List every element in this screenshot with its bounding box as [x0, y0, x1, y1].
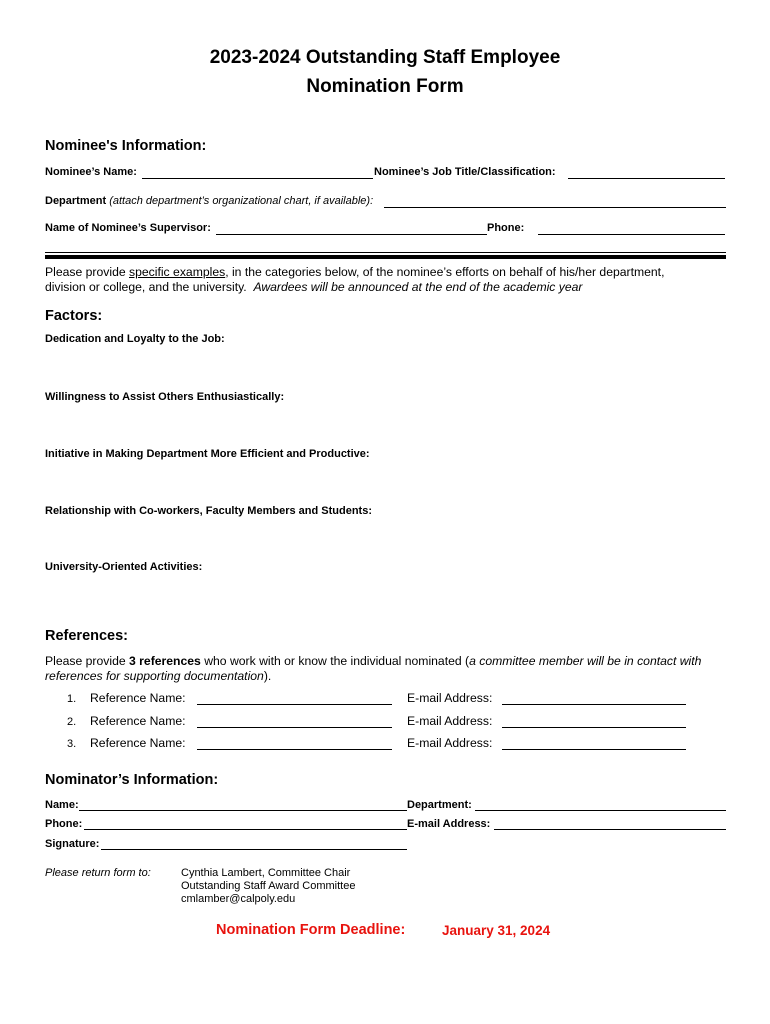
department-note: (attach department’s organizational chart, if available):	[109, 195, 374, 207]
awardees-note: Awardees will be announced at the end of the academic year	[253, 280, 583, 294]
nominator-name-field[interactable]	[79, 810, 407, 811]
nominator-email-label: E-mail Address:	[407, 818, 491, 830]
page-subtitle: Nomination Form	[306, 76, 464, 97]
reference-number: 2.	[67, 716, 77, 728]
reference-name-label: Reference Name:	[90, 736, 186, 750]
reference-email-label: E-mail Address:	[407, 736, 493, 750]
instructions-text: Please provide	[45, 265, 130, 279]
instructions-line2	[45, 280, 583, 294]
nominator-department-field[interactable]	[475, 810, 726, 811]
divider-thin	[45, 252, 726, 253]
nominator-phone-field[interactable]	[84, 829, 407, 830]
nominee-name-field[interactable]	[142, 178, 373, 179]
reference-email-label: E-mail Address:	[407, 714, 493, 728]
references-intro-italic2: references for supporting documentation	[45, 669, 264, 683]
references-intro-line1	[45, 654, 701, 668]
page-title: 2023-2024 Outstanding Staff Employee	[209, 47, 561, 68]
nominator-department-label: Department:	[407, 799, 472, 811]
department-label: Department	[45, 195, 107, 207]
supervisor-field[interactable]	[216, 234, 487, 235]
deadline-date: January 31, 2024	[442, 923, 551, 938]
factor-item: University-Oriented Activities:	[45, 561, 203, 573]
instructions-text-cont: , in the categories below, of the nominee’s efforts on behalf of his/her department,	[225, 265, 665, 279]
return-committee: Outstanding Staff Award Committee	[181, 880, 356, 892]
factor-item: Dedication and Loyalty to the Job:	[45, 333, 225, 345]
supervisor-phone-field[interactable]	[538, 234, 725, 235]
reference-number: 3.	[67, 738, 77, 750]
instructions-line1	[45, 265, 664, 279]
references-intro-italic: a committee member will be in contact with	[469, 654, 702, 668]
reference-email-field[interactable]	[502, 727, 686, 728]
return-email: cmlamber@calpoly.edu	[181, 893, 296, 905]
return-contact-name: Cynthia Lambert, Committee Chair	[181, 867, 351, 879]
reference-name-field[interactable]	[197, 704, 392, 705]
reference-name-label: Reference Name:	[90, 714, 186, 728]
references-intro-text: Please provide	[45, 654, 130, 668]
department-field[interactable]	[384, 207, 726, 208]
deadline-label: Nomination Form Deadline:	[216, 922, 406, 938]
supervisor-label: Name of Nominee’s Supervisor:	[45, 222, 211, 234]
factor-item: Initiative in Making Department More Efficient and Productive:	[45, 448, 370, 460]
reference-name-field[interactable]	[197, 727, 392, 728]
references-intro-bold: 3 references	[129, 654, 201, 668]
nominator-name-label: Name:	[45, 799, 79, 811]
references-heading: References:	[45, 628, 129, 644]
nominator-email-field[interactable]	[494, 829, 726, 830]
instructions-line2-text: division or college, and the university.	[45, 280, 247, 294]
nominee-heading: Nominee's Information:	[45, 138, 207, 154]
instructions-underlined: specific examples	[129, 265, 226, 279]
reference-email-field[interactable]	[502, 704, 686, 705]
nominee-job-title-field[interactable]	[568, 178, 725, 179]
reference-email-label: E-mail Address:	[407, 691, 493, 705]
reference-name-field[interactable]	[197, 749, 392, 750]
nominee-name-label: Nominee’s Name:	[45, 166, 137, 178]
factors-heading: Factors:	[45, 308, 103, 324]
references-intro-text-cont: who work with or know the individual nominated (	[200, 654, 470, 668]
return-label: Please return form to:	[45, 867, 151, 879]
references-intro-line2	[45, 669, 271, 683]
nominator-heading: Nominator’s Information:	[45, 772, 219, 788]
reference-name-label: Reference Name:	[90, 691, 186, 705]
supervisor-phone-label: Phone:	[487, 222, 525, 234]
factor-item: Willingness to Assist Others Enthusiastically:	[45, 391, 285, 403]
reference-email-field[interactable]	[502, 749, 686, 750]
department-label-group	[45, 195, 373, 207]
divider-thick	[45, 255, 726, 259]
references-intro-end: ).	[263, 669, 272, 683]
nominee-job-title-label: Nominee’s Job Title/Classification:	[374, 166, 556, 178]
nominator-signature-field[interactable]	[101, 849, 407, 850]
factor-item: Relationship with Co-workers, Faculty Members and Students:	[45, 505, 372, 517]
nominator-phone-label: Phone:	[45, 818, 83, 830]
nominator-signature-label: Signature:	[45, 838, 100, 850]
reference-number: 1.	[67, 693, 77, 705]
